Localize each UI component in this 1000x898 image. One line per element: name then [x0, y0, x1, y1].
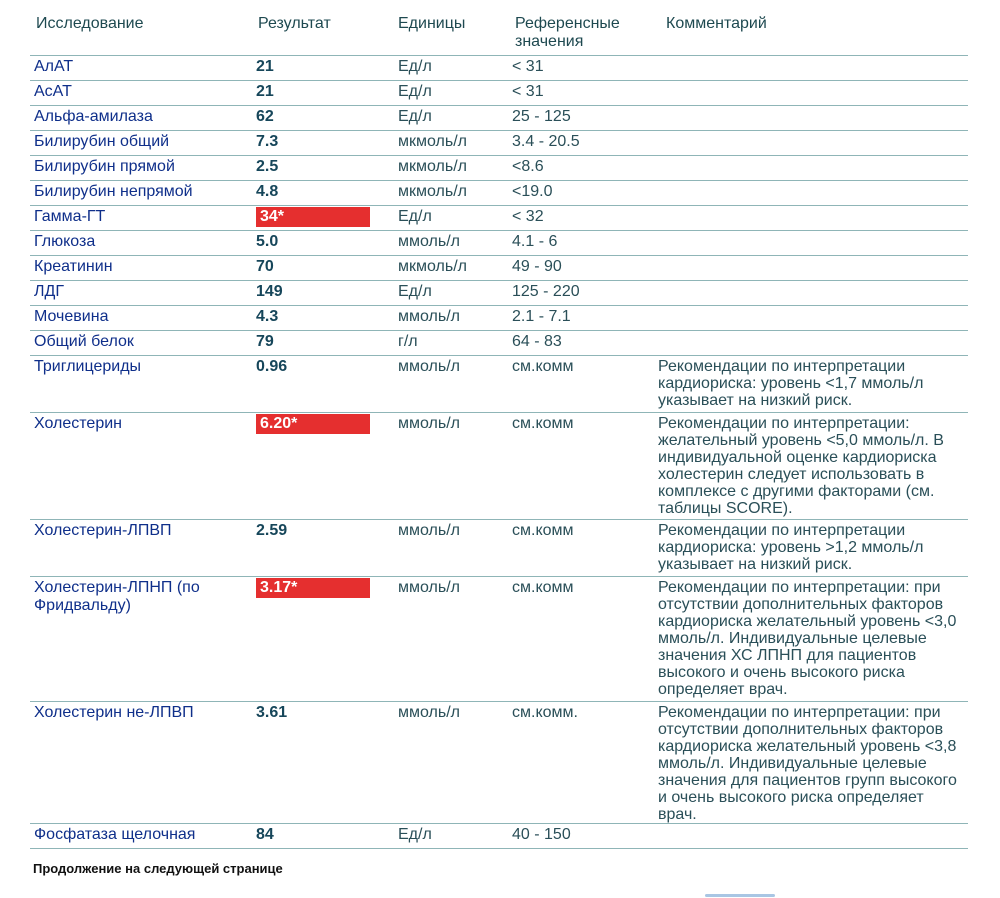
test-units: ммоль/л [398, 308, 460, 325]
test-units: ммоль/л [398, 358, 460, 375]
test-name: Мочевина [34, 308, 109, 325]
flagged-result-badge: 34* [256, 207, 370, 227]
table-row [30, 206, 968, 231]
header-reference [515, 15, 645, 51]
test-reference: 3.4 - 20.5 [512, 133, 580, 150]
test-reference: см.комм. [512, 704, 578, 721]
table-row [30, 824, 968, 849]
test-reference: 2.1 - 7.1 [512, 308, 571, 325]
header-comment: Комментарий [666, 15, 767, 32]
test-name: Холестерин [34, 415, 122, 432]
page-edge-mark [705, 894, 775, 897]
table-row [30, 256, 968, 281]
test-reference: 25 - 125 [512, 108, 571, 125]
table-row [30, 520, 968, 577]
header-units: Единицы [398, 15, 466, 32]
test-comment: Рекомендации по интерпретации: желательный уровень <5,0 ммоль/л. В индивидуальной оценке кардиориска холестерин следует использовать в комплексе с другими факторами (см. таблицы SCORE). [658, 415, 944, 517]
test-name: Альфа-амилаза [34, 108, 153, 125]
table-row [30, 331, 968, 356]
test-reference: <8.6 [512, 158, 544, 175]
test-result: 4.8 [256, 183, 279, 200]
test-units: Ед/л [398, 58, 432, 75]
table-row [30, 156, 968, 181]
table-row [30, 281, 968, 306]
test-name: АсАТ [34, 83, 72, 100]
test-result: 4.3 [256, 308, 279, 325]
test-units: ммоль/л [398, 579, 460, 596]
test-units: мкмоль/л [398, 158, 467, 175]
table-row [30, 181, 968, 206]
test-name: Гамма-ГТ [34, 208, 106, 225]
test-reference: 49 - 90 [512, 258, 562, 275]
test-units: Ед/л [398, 283, 432, 300]
test-result: 7.3 [256, 133, 279, 150]
test-name: Билирубин общий [34, 133, 170, 150]
test-reference: < 31 [512, 58, 544, 75]
test-units: ммоль/л [398, 704, 460, 721]
table-row [30, 231, 968, 256]
continuation-note: Продолжение на следующей странице [33, 861, 283, 876]
test-units: Ед/л [398, 108, 432, 125]
test-comment: Рекомендации по интерпретации кардиориска: уровень >1,2 ммоль/л указывает на низкий риск. [658, 522, 924, 573]
test-reference: 125 - 220 [512, 283, 580, 300]
test-reference: см.комм [512, 579, 574, 596]
test-result: 21 [256, 83, 274, 100]
test-reference: 64 - 83 [512, 333, 562, 350]
test-result: 21 [256, 58, 274, 75]
flagged-result-badge: 3.17* [256, 578, 370, 598]
test-comment: Рекомендации по интерпретации: при отсутствии дополнительных факторов кардиориска желательный уровень <3,8 ммоль/л. Индивидуальные целевые значения для пациентов групп высокого и очень высокого риска определяет врач. [658, 704, 957, 823]
test-reference: <19.0 [512, 183, 553, 200]
header-reference-line1: Референсные [515, 15, 620, 32]
table-row [30, 413, 968, 520]
test-result: 5.0 [256, 233, 279, 250]
test-units: ммоль/л [398, 233, 460, 250]
test-result: 62 [256, 108, 274, 125]
table-header [30, 0, 968, 56]
table-row [30, 702, 968, 824]
test-units: Ед/л [398, 826, 432, 843]
test-result: 2.5 [256, 158, 279, 175]
test-name: Холестерин-ЛПВП [34, 522, 172, 539]
test-result: 149 [256, 283, 283, 300]
test-reference: см.комм [512, 522, 574, 539]
test-reference: < 31 [512, 83, 544, 100]
test-comment: Рекомендации по интерпретации кардиориска: уровень <1,7 ммоль/л указывает на низкий риск. [658, 358, 924, 409]
table-row [30, 106, 968, 131]
test-reference: < 32 [512, 208, 544, 225]
test-name: Креатинин [34, 258, 113, 275]
test-units: ммоль/л [398, 522, 460, 539]
test-result: 70 [256, 258, 274, 275]
header-test: Исследование [36, 15, 144, 32]
table-row [30, 356, 968, 413]
test-units: мкмоль/л [398, 183, 467, 200]
test-name: Фосфатаза щелочная [34, 826, 196, 843]
table-row [30, 306, 968, 331]
test-units: г/л [398, 333, 418, 350]
test-reference: 4.1 - 6 [512, 233, 558, 250]
test-name: АлАТ [34, 58, 74, 75]
table-row [30, 577, 968, 702]
test-units: Ед/л [398, 83, 432, 100]
test-name: Глюкоза [34, 233, 96, 250]
test-units: мкмоль/л [398, 133, 467, 150]
test-comment: Рекомендации по интерпретации: при отсутствии дополнительных факторов кардиориска желательный уровень <3,0 ммоль/л. Индивидуальные целевые значения ХС ЛПНП для пациентов высокого и очень высокого риска определяет врач. [658, 579, 957, 698]
test-name: Билирубин прямой [34, 158, 175, 175]
test-result: 0.96 [256, 358, 288, 375]
test-name: ЛДГ [34, 283, 64, 300]
table-row [30, 131, 968, 156]
test-units: Ед/л [398, 208, 432, 225]
test-result: 3.61 [256, 704, 288, 721]
test-units: ммоль/л [398, 415, 460, 432]
header-reference-line2: значения [515, 33, 584, 50]
test-name: Общий белок [34, 333, 134, 350]
test-name: Билирубин непрямой [34, 183, 193, 200]
results-table [30, 56, 968, 849]
test-result: 2.59 [256, 522, 288, 539]
table-row [30, 56, 968, 81]
test-result: 84 [256, 826, 274, 843]
test-units: мкмоль/л [398, 258, 467, 275]
flagged-result-badge: 6.20* [256, 414, 370, 434]
header-result: Результат [258, 15, 331, 32]
table-row [30, 81, 968, 106]
test-name: Триглицериды [34, 358, 142, 375]
test-reference: см.комм [512, 415, 574, 432]
test-name: Холестерин-ЛПНП (по Фридвальду) [34, 579, 200, 614]
test-reference: 40 - 150 [512, 826, 571, 843]
test-name: Холестерин не-ЛПВП [34, 704, 194, 721]
test-result: 79 [256, 333, 274, 350]
test-reference: см.комм [512, 358, 574, 375]
